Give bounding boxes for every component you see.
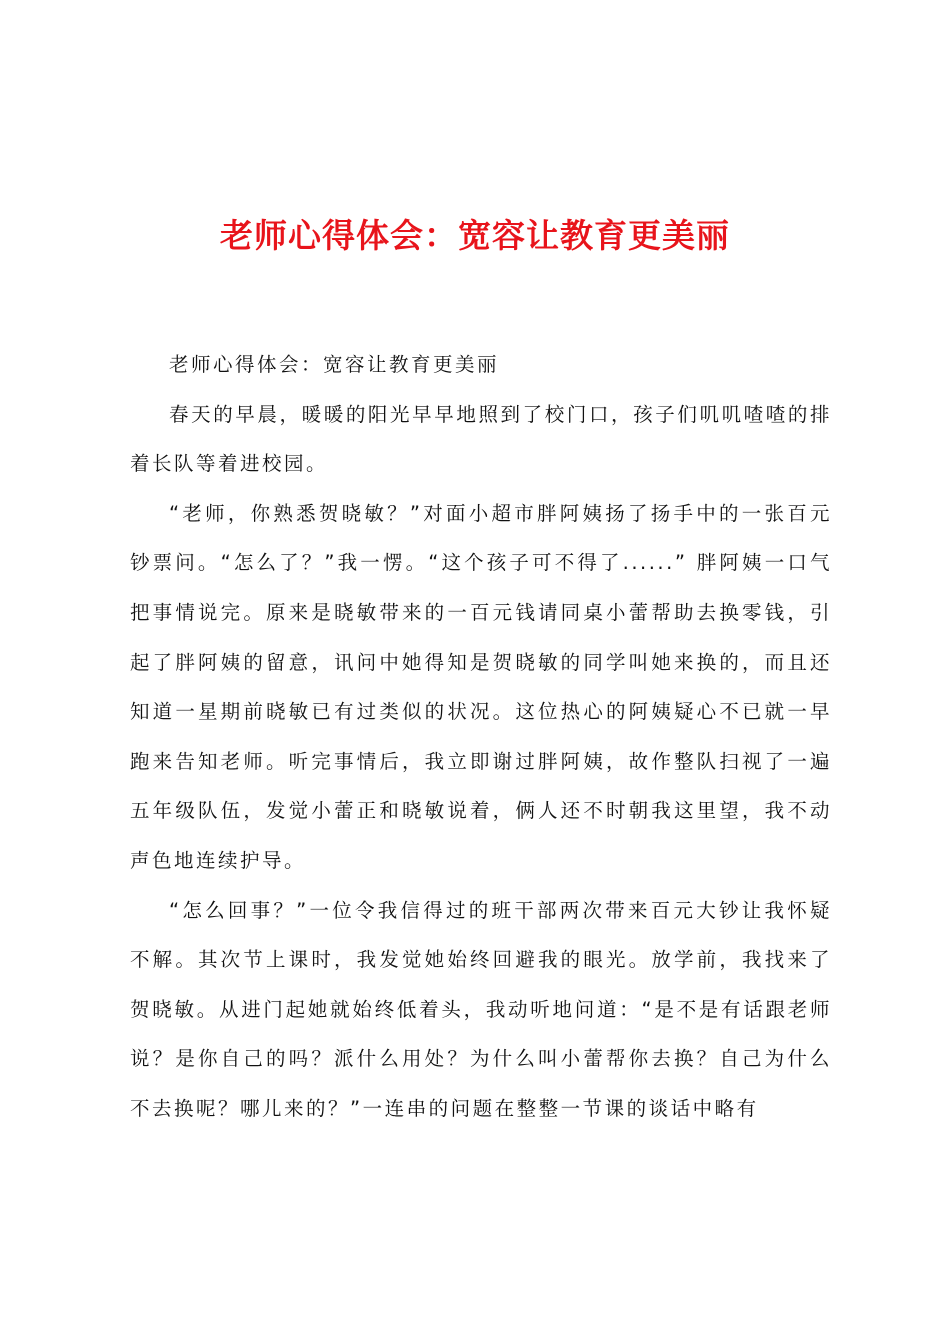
paragraph-1: 春天的早晨，暖暖的阳光早早地照到了校门口，孩子们叽叽喳喳的排着长队等着进校园。 (130, 402, 832, 476)
document-title: 老师心得体会：宽容让教育更美丽 (220, 216, 730, 255)
paragraph-2: “老师，你熟悉贺晓敏？”对面小超市胖阿姨扬了扬手中的一张百元钞票问。“怎么了？”我一愣。“这个孩子可不得了......” 胖阿姨一口气把事情说完。原来是晓敏带来的一百元钱请同桌小蕾帮助去换零钱，引起了胖阿姨的留意，讯问中她得知是贺晓敏的同学叫她来换的，而且还知道一星期前晓敏已有过类似的状况。这位热心的阿姨疑心不已就一早跑来告知老师。听完事情后，我立即谢过胖阿姨，故作整队扫视了一遍五年级队伍，发觉小蕾正和晓敏说着，俩人还不时朝我这里望，我不动声色地连续护导。 (130, 501, 832, 872)
paragraph-subtitle: 老师心得体会：宽容让教育更美丽 (169, 353, 500, 376)
paragraph-3: “怎么回事？”一位令我信得过的班干部两次带来百元大钞让我怀疑不解。其次节上课时，我发觉她始终回避我的眼光。放学前，我找来了贺晓敏。从进门起她就始终低着头，我动听地问道：“是不是有话跟老师说？是你自己的吗？派什么用处？为什么叫小蕾帮你去换？自己为什么不去换呢？哪儿来的？”一连串的问题在整整一节课的谈话中略有 (130, 898, 832, 1120)
document-body (130, 340, 832, 1134)
